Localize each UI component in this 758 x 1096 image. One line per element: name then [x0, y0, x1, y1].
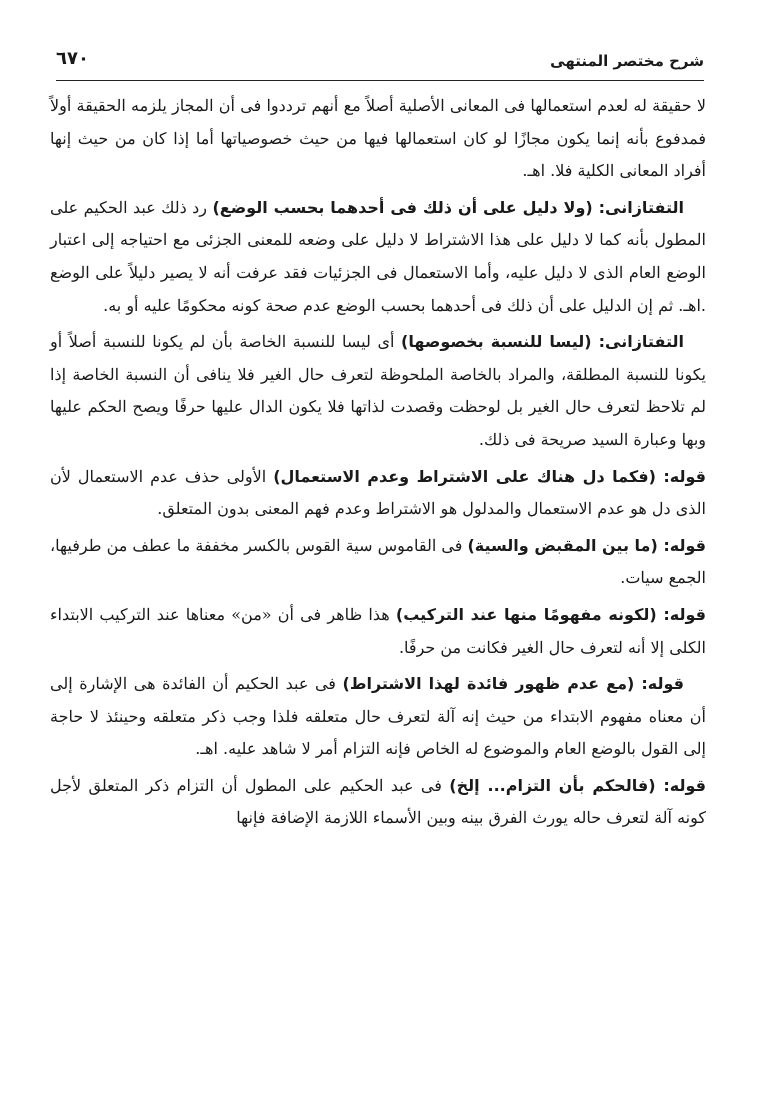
paragraph	[50, 192, 706, 322]
paragraph-lead: قوله:	[656, 604, 707, 624]
paragraph-lead: قوله:	[657, 535, 706, 555]
paragraph-text: فى عبد الحكيم أن الفائدة هى الإشارة إلى أن معناه مفهوم الابتداء من حيث إنه آلة لتعرف حال متعلقه فلذا وجب ذكر متعلقه وحينئذ لا حاجة إلى القول بالوضع العام والموضوع له الخاص فإنه التزام أمر لا شاهد عليه. اهـ.	[50, 674, 706, 759]
paragraph	[50, 326, 706, 456]
paragraph-text: أى ليسا للنسبة الخاصة بأن لم يكونا للنسبة أصلاً أو يكونا للنسبة المطلقة، والمراد بالخاصة الملحوظة لتعرف حال الغير فلا ينافى أن النسبة الخاصة إذا لم تلاحظ لتعرف حال الغير بل لوحظت وقصدت لذاتها فلا يكون الدال عليها حرفًا ويصح الحكم عليها وبها وعبارة السيد صريحة فى ذلك.	[50, 332, 706, 449]
paragraph-text: الأولى حذف عدم الاستعمال لأن الذى دل هو عدم الاستعمال والمدلول هو الاشتراط وعدم فهم المعنى بدون المتعلق.	[50, 466, 706, 519]
paragraph-lead: قوله:	[655, 466, 707, 486]
page-number: ٦٧٠	[56, 48, 89, 69]
quoted-phrase: (فكما دل هناك على الاشتراط وعدم الاستعمال)	[273, 466, 656, 486]
paragraph-text: لا حقيقة له لعدم استعمالها فى المعانى الأصلية أصلاً مع أنهم ترددوا فى أن المجاز يلزمه الحقيقة أولاً فمدفوع بأنه إنما يكون مجازًا لو كان استعمالها فيها من حيث خصوصياتها أما إذا كان من حيث إنها أفراد المعانى الكلية فلا. اهـ.	[50, 96, 706, 181]
paragraph-text: رد ذلك عبد الحكيم على المطول بأنه كما لا دليل على هذا الاشتراط لا دليل على وضعه للمعنى الجزئى مع احتياجه إلى اعتبار الوضع العام الذى لا دليل عليه، وأما الاستعمال فى الجزئيات فقد عرفت أنه لا يصير دليلاً على الوضع .اهـ. ثم إن الدليل على أن ذلك فى أحدهما بحسب الوضع عدم صحة كونه محكومًا عليه أو به.	[50, 197, 707, 315]
paragraph	[50, 530, 706, 595]
paragraph	[50, 90, 706, 188]
paragraph-lead: قوله:	[655, 775, 706, 795]
quoted-phrase: (فالحكم بأن التزام... إلخ)	[449, 775, 656, 795]
paragraph	[50, 461, 706, 526]
paragraph-lead: قوله:	[634, 674, 685, 694]
paragraph-lead: التفتازانى:	[591, 332, 685, 352]
paragraph-text: فى عبد الحكيم على المطول أن التزام ذكر المتعلق لأجل كونه آلة لتعرف حاله يورث الفرق بينه وبين الأسماء اللازمة الإضافة فإنها	[50, 775, 706, 828]
paragraph-text: هذا ظاهر فى أن «من» معناها عند التركيب الابتداء الكلى إلا أنه لتعرف حال الغير فكانت من حرفًا.	[50, 604, 706, 657]
paragraph	[50, 668, 706, 766]
paragraph	[50, 599, 706, 664]
quoted-phrase: (ما بين المقبض والسية)	[467, 535, 658, 555]
paragraph	[50, 770, 706, 835]
quoted-phrase: (لكونه مفهومًا منها عند التركيب)	[395, 604, 657, 624]
paragraph-lead: التفتازانى:	[592, 197, 685, 217]
running-title: شرح مختصر المنتهى	[550, 52, 704, 70]
quoted-phrase: (مع عدم ظهور فائدة لهذا الاشتراط)	[342, 674, 635, 694]
quoted-phrase: (ولا دليل على أن ذلك فى أحدهما بحسب الوضع)	[212, 197, 593, 217]
paragraph-text: فى القاموس سية القوس بالكسر مخففة ما عطف من طرفيها، الجمع سيات.	[50, 535, 706, 588]
page-body	[50, 90, 706, 839]
page-header	[56, 50, 704, 81]
quoted-phrase: (ليسا للنسبة بخصوصها)	[401, 332, 592, 352]
